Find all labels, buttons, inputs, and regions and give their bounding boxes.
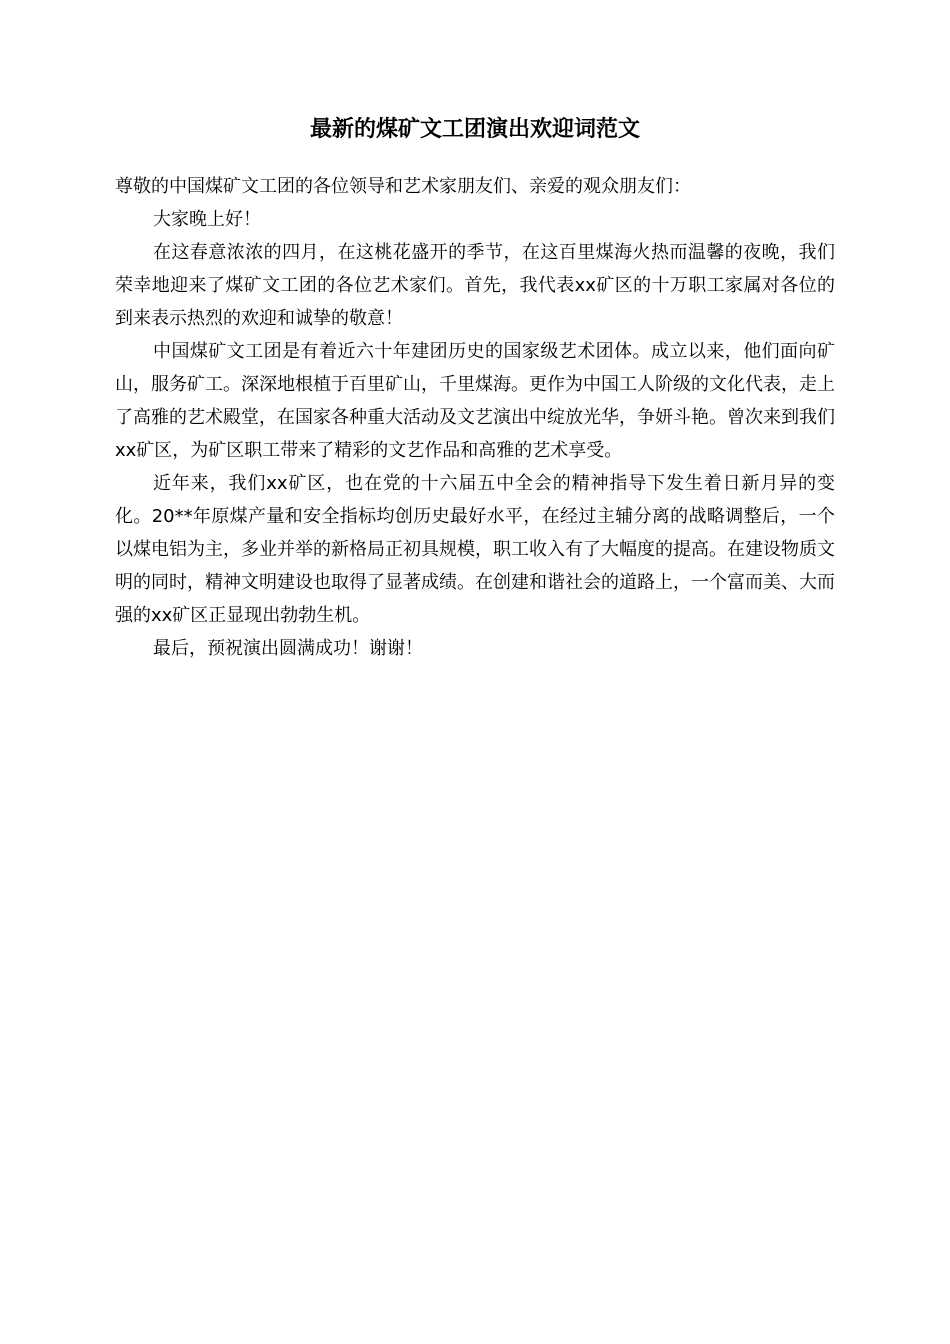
paragraph-welcome: 在这春意浓浓的四月，在这桃花盛开的季节，在这百里煤海火热而温馨的夜晚，我们荣幸地迎来了煤矿文工团的各位艺术家们。首先，我代表xx矿区的十万职工家属对各位的到来表示热烈的欢迎和诚挚的敬意！ [115,242,835,329]
document-body [115,170,835,665]
paragraph-mine-progress: 近年来，我们xx矿区，也在党的十六届五中全会的精神指导下发生着日新月异的变化。20**年原煤产量和安全指标均创历史最好水平，在经过主辅分离的战略调整后，一个以煤电铝为主，多业并举的新格局正初具规模，职工收入有了大幅度的提高。在建设物质文明的同时，精神文明建设也取得了显著成绩。在创建和谐社会的道路上，一个富而美、大而强的xx矿区正显现出勃勃生机。 [115,473,835,626]
paragraph-troupe-intro: 中国煤矿文工团是有着近六十年建团历史的国家级艺术团体。成立以来，他们面向矿山，服务矿工。深深地根植于百里矿山，千里煤海。更作为中国工人阶级的文化代表，走上了高雅的艺术殿堂，在国家各种重大活动及文艺演出中绽放光华，争妍斗艳。曾次来到我们xx矿区，为矿区职工带来了精彩的文艺作品和高雅的艺术享受。 [115,341,835,461]
paragraph-greeting: 大家晚上好！ [153,209,261,230]
document-title: 最新的煤矿文工团演出欢迎词范文 [309,117,640,142]
salutation: 尊敬的中国煤矿文工团的各位领导和艺术家朋友们、亲爱的观众朋友们： [115,176,691,197]
paragraph-closing: 最后，预祝演出圆满成功！谢谢！ [153,638,423,659]
